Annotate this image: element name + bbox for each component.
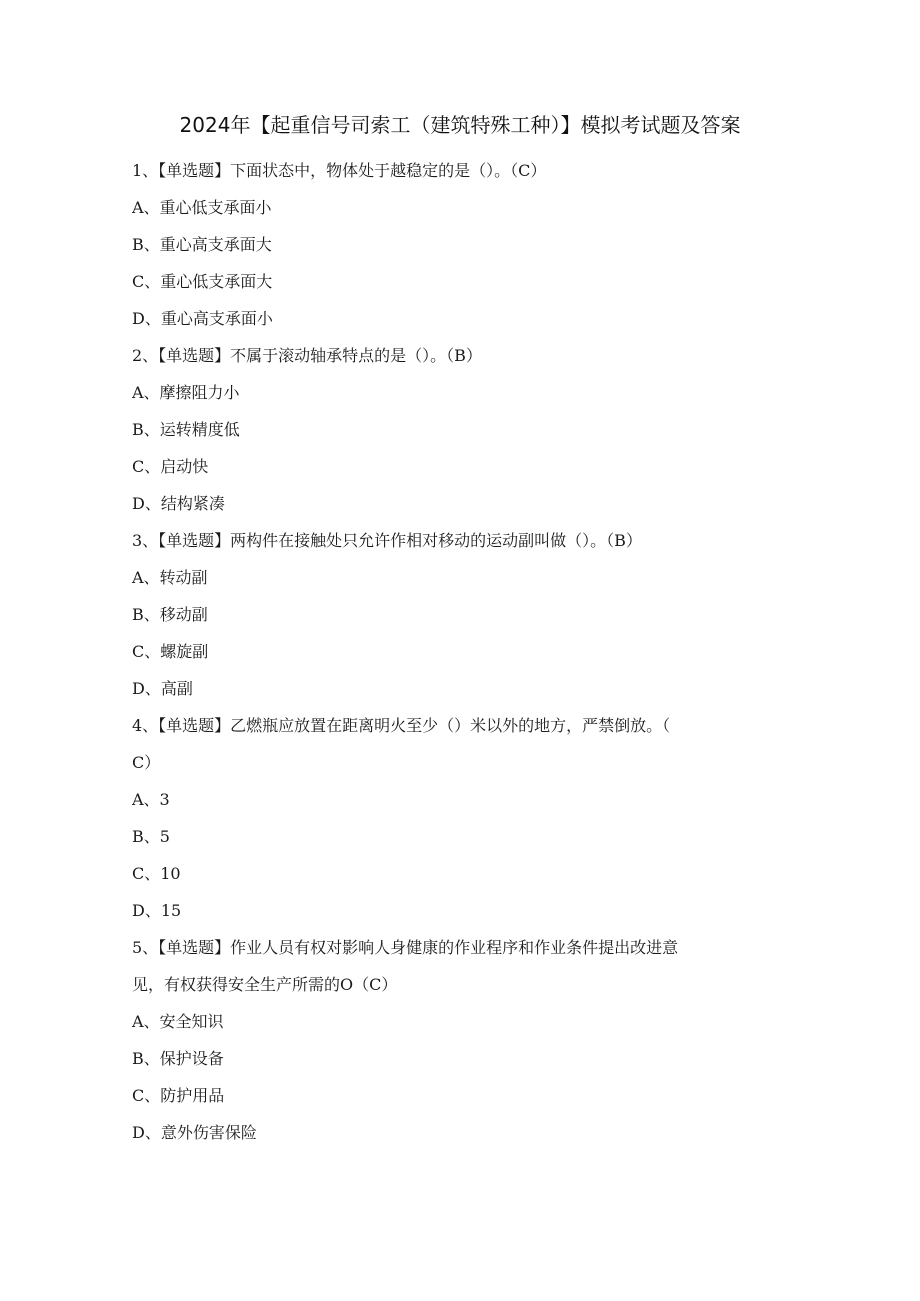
question-3-option-d: D、高副 <box>132 679 193 698</box>
question-2-stem: 2、【单选题】不属于滚动轴承特点的是（）。（B） <box>132 346 482 365</box>
question-4-stem-continued: C） <box>132 753 161 772</box>
question-5-stem: 5、【单选题】作业人员有权对影响人身健康的作业程序和作业条件提出改进意 <box>132 938 679 957</box>
question-2-option-b: B、运转精度低 <box>132 420 240 439</box>
document-title: 2024年【起重信号司索工（建筑特殊工种）】模拟考试题及答案 <box>179 113 741 137</box>
question-2-option-d: D、结构紧凑 <box>132 494 225 513</box>
question-1-option-b: B、重心高支承面大 <box>132 235 272 254</box>
question-4-stem: 4、【单选题】乙燃瓶应放置在距离明火至少（）米以外的地方，严禁倒放。（ <box>132 716 671 735</box>
question-4-option-a: A、3 <box>132 790 170 809</box>
question-5-option-c: C、防护用品 <box>132 1086 225 1105</box>
question-4-option-d: D、15 <box>132 901 182 920</box>
question-2-option-c: C、启动快 <box>132 457 209 476</box>
question-1-option-d: D、重心高支承面小 <box>132 309 273 328</box>
question-5-option-d: D、意外伤害保险 <box>132 1123 257 1142</box>
question-3-option-a: A、转动副 <box>132 568 208 587</box>
question-4-option-b: B、5 <box>132 827 170 846</box>
question-1-stem: 1、【单选题】下面状态中，物体处于越稳定的是（）。（C） <box>132 161 547 180</box>
question-5-stem-continued: 见，有权获得安全生产所需的O（C） <box>132 975 398 994</box>
question-5-option-b: B、保护设备 <box>132 1049 224 1068</box>
question-1-option-a: A、重心低支承面小 <box>132 198 272 217</box>
question-list <box>132 152 782 1151</box>
question-3-stem: 3、【单选题】两构件在接触处只允许作相对移动的运动副叫做（）。（B） <box>132 531 642 550</box>
question-3-option-b: B、移动副 <box>132 605 208 624</box>
question-3-option-c: C、螺旋副 <box>132 642 209 661</box>
question-1-option-c: C、重心低支承面大 <box>132 272 273 291</box>
question-2-option-a: A、摩擦阻力小 <box>132 383 240 402</box>
question-4-option-c: C、10 <box>132 864 181 883</box>
question-5-option-a: A、安全知识 <box>132 1012 224 1031</box>
